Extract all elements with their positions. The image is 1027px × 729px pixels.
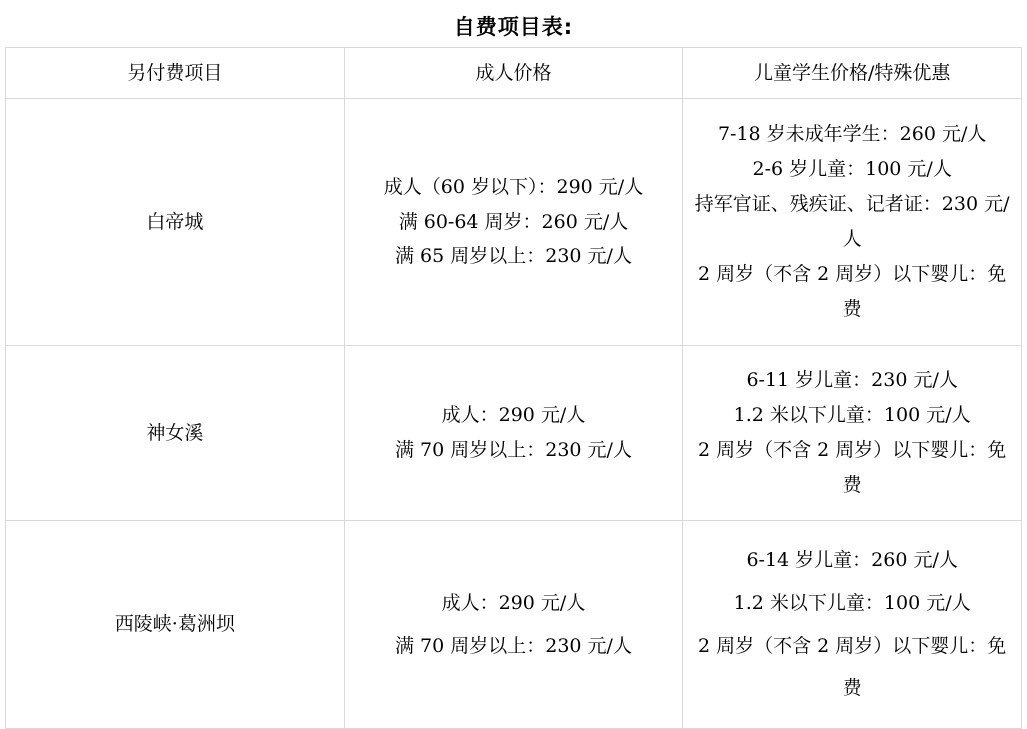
table-row — [6, 346, 1022, 521]
table-row — [6, 99, 1022, 346]
table-row — [6, 521, 1022, 729]
adult-price-cell: 成人（60 岁以下）：290 元/人 满 60-64 周岁：260 元/人 满 65 周岁以上：230 元/人 — [344, 99, 683, 346]
adult-price-cell: 成人：290 元/人 满 70 周岁以上：230 元/人 — [344, 346, 683, 521]
child-price-cell: 7-18 岁未成年学生：260 元/人 2-6 岁儿童：100 元/人 持军官证、残疾证、记者证：230 元/人 2 周岁（不含 2 周岁）以下婴儿：免费 — [683, 99, 1022, 346]
self-paid-items-table — [5, 47, 1022, 729]
header-cell-adult-price: 成人价格 — [344, 48, 683, 99]
page-title: 自费项目表: — [453, 15, 574, 39]
header-cell-item: 另付费项目 — [6, 48, 345, 99]
item-name-cell: 西陵峡·葛洲坝 — [6, 521, 345, 729]
item-name-cell: 神女溪 — [6, 346, 345, 521]
item-name-cell: 白帝城 — [6, 99, 345, 346]
child-price-cell: 6-11 岁儿童：230 元/人 1.2 米以下儿童：100 元/人 2 周岁（不含 2 周岁）以下婴儿：免费 — [683, 346, 1022, 521]
child-price-cell: 6-14 岁儿童：260 元/人 1.2 米以下儿童：100 元/人 2 周岁（不含 2 周岁）以下婴儿：免费 — [683, 521, 1022, 729]
table-header-row — [6, 48, 1022, 99]
adult-price-cell: 成人：290 元/人 满 70 周岁以上：230 元/人 — [344, 521, 683, 729]
header-cell-child-price: 儿童学生价格/特殊优惠 — [683, 48, 1022, 99]
